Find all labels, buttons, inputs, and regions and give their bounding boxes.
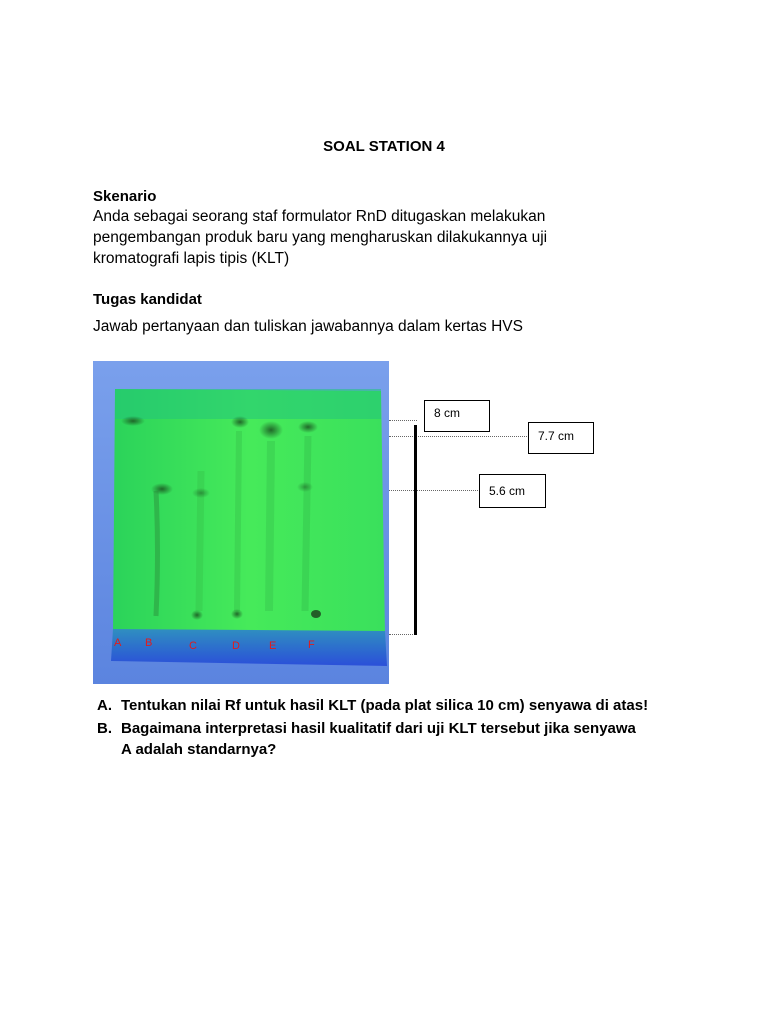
skenario-text xyxy=(93,206,613,269)
question-text: Tentukan nilai Rf untuk hasil KLT (pada plat silica 10 cm) senyawa di atas! xyxy=(121,697,649,714)
question-text: A adalah standarnya? xyxy=(121,741,277,758)
skenario-heading: Skenario xyxy=(93,188,157,205)
guide-line-5-6cm xyxy=(389,490,478,491)
question-letter: A. xyxy=(97,697,112,714)
skenario-line: Anda sebagai seorang staf formulator RnD ditugaskan melakukan xyxy=(93,208,546,225)
measurement-box-5-6cm: 5.6 cm xyxy=(479,474,546,508)
tugas-heading: Tugas kandidat xyxy=(93,291,202,308)
measurement-box-8cm: 8 cm xyxy=(424,400,490,432)
question-letter: B. xyxy=(97,720,112,737)
measurement-box-7-7cm: 7.7 cm xyxy=(528,422,594,454)
lane-label: D xyxy=(232,640,240,652)
page-title: SOAL STATION 4 xyxy=(323,138,445,155)
question-text: Bagaimana interpretasi hasil kualitatif dari uji KLT tersebut jika senyawa xyxy=(121,720,636,737)
guide-line-8cm xyxy=(389,420,417,421)
guide-line-origin xyxy=(389,634,417,635)
lane-label: B xyxy=(145,637,153,649)
guide-line-7-7cm xyxy=(389,436,527,437)
lane-label: C xyxy=(189,640,197,652)
lane-label: E xyxy=(269,640,277,652)
tugas-text: Jawab pertanyaan dan tuliskan jawabannya dalam kertas HVS xyxy=(93,318,523,335)
skenario-line: pengembangan produk baru yang mengharuskan dilakukannya uji xyxy=(93,229,548,246)
tlc-plate-photo xyxy=(93,361,389,684)
lane-label: A xyxy=(114,637,122,649)
lane-label: F xyxy=(308,639,315,651)
distance-bar xyxy=(414,425,417,635)
skenario-line: kromatografi lapis tipis (KLT) xyxy=(93,250,290,267)
